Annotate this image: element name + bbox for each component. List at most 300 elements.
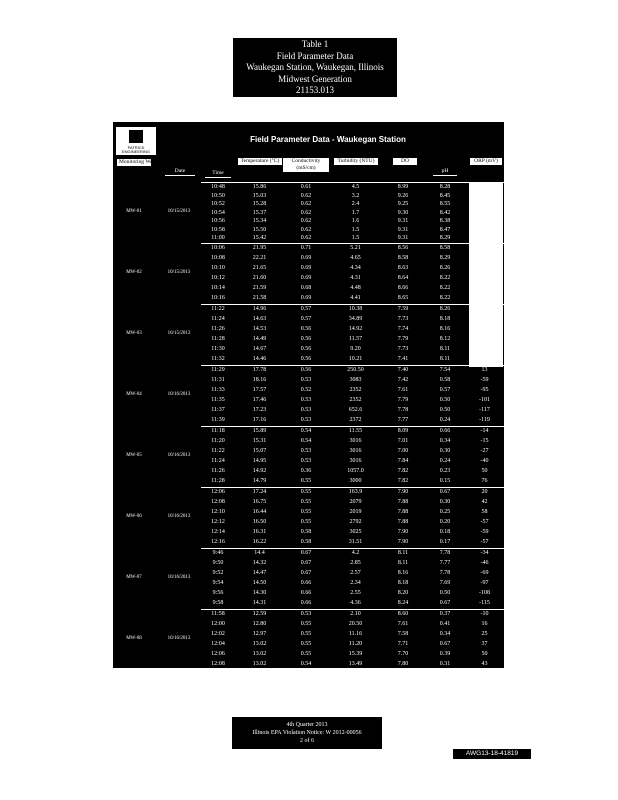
cell-turb: 4.34 xyxy=(350,265,361,271)
cell-ph: 8.22 xyxy=(439,295,451,301)
title-line-3: Waukegan Station, Waukegan, Illinois xyxy=(246,62,384,72)
cell-do: 7.88 xyxy=(397,519,409,525)
cell-ph: 0.20 xyxy=(439,519,451,525)
table-row xyxy=(113,345,504,354)
table-row xyxy=(113,549,504,558)
cell-time: 10:58 xyxy=(211,226,225,233)
table-row xyxy=(113,416,504,425)
cell-orp: -69 xyxy=(480,570,489,576)
cell-ph: 8.16 xyxy=(439,326,451,332)
cell-cond: 0.58 xyxy=(300,539,312,545)
table-row xyxy=(113,294,504,303)
cell-ph: 0.30 xyxy=(439,499,451,505)
cell-do: 8.63 xyxy=(397,265,409,271)
cell-cond: 0.53 xyxy=(300,417,312,423)
cell-cond: 0.57 xyxy=(300,306,312,312)
cell-ph: 7.78 xyxy=(439,570,451,576)
cell-ph: 0.41 xyxy=(439,621,451,627)
sample-date: 10/16/2013 xyxy=(167,453,191,458)
well-group xyxy=(113,609,504,670)
table-row xyxy=(113,217,504,226)
cell-do: 8.20 xyxy=(397,590,409,596)
table-row xyxy=(113,660,504,669)
cell-temp: 15.28 xyxy=(252,201,267,208)
table-row xyxy=(113,234,504,243)
cell-turb: 15.39 xyxy=(348,651,363,657)
table-row xyxy=(113,518,504,527)
cell-time: 11:24 xyxy=(211,458,225,464)
cell-temp: 15.03 xyxy=(252,192,267,199)
cell-orp: -117 xyxy=(479,407,490,413)
cell-time: 10:54 xyxy=(211,209,225,216)
cell-temp: 13.02 xyxy=(252,651,267,657)
cell-time: 11:20 xyxy=(211,438,225,444)
cell-ph: 7.77 xyxy=(439,560,451,566)
cell-turb: 14.92 xyxy=(348,326,363,332)
cell-temp: 15.89 xyxy=(252,428,267,434)
cell-turb: 2352 xyxy=(349,387,362,393)
cell-do: 9.25 xyxy=(397,201,409,208)
cell-cond: 0.54 xyxy=(300,428,312,434)
document-id-stamp: AWG13-18-41819 xyxy=(453,749,531,759)
cell-do: 7.82 xyxy=(397,468,409,474)
cell-cond: 0.54 xyxy=(300,438,312,444)
cell-do: 7.61 xyxy=(397,621,409,627)
cell-time: 12:12 xyxy=(211,519,225,525)
cell-time: 10:52 xyxy=(211,201,225,208)
cell-orp: 13 xyxy=(481,367,488,373)
cell-do: 8.11 xyxy=(397,560,409,566)
cell-do: 7.88 xyxy=(397,509,409,515)
cell-orp: 43 xyxy=(481,661,488,667)
monitoring-well-label: MW-05 xyxy=(126,453,142,458)
cell-time: 11:32 xyxy=(211,356,225,362)
cell-ph: 8.22 xyxy=(439,275,451,281)
cell-orp: 50 xyxy=(481,651,488,657)
cell-cond: 0.55 xyxy=(300,621,312,627)
table-row xyxy=(113,376,504,385)
cell-turb: 13.49 xyxy=(348,661,363,667)
cell-ph: 0.18 xyxy=(439,529,451,535)
cell-turb: 2.85 xyxy=(350,560,361,566)
table-title-block xyxy=(233,38,397,97)
cell-do: 8.65 xyxy=(397,295,409,301)
cell-cond: 0.62 xyxy=(300,201,312,208)
cell-cond: 0.69 xyxy=(300,295,312,301)
table-row xyxy=(113,274,504,283)
cell-ph: 8.38 xyxy=(439,218,451,225)
page-footer xyxy=(232,717,382,749)
well-group xyxy=(113,426,504,487)
cell-do: 8.66 xyxy=(397,285,409,291)
table-row xyxy=(113,355,504,364)
cell-time: 11:26 xyxy=(211,326,225,332)
cell-turb: 163.9 xyxy=(348,489,363,495)
cell-ph: 0.37 xyxy=(439,611,451,617)
cell-temp: 12.80 xyxy=(252,621,267,627)
cell-time: 12:10 xyxy=(211,509,225,515)
table-row xyxy=(113,183,504,192)
footer-page-number: 2 of 6 xyxy=(300,738,314,744)
cell-turb: 1.5 xyxy=(351,235,360,242)
cell-temp: 14.53 xyxy=(252,326,267,332)
cell-do: 7.82 xyxy=(397,478,409,484)
cell-ph: 8.26 xyxy=(439,306,451,312)
table-row xyxy=(113,559,504,568)
cell-temp: 15.42 xyxy=(252,235,267,242)
cell-temp: 22.21 xyxy=(252,255,267,261)
cell-time: 11:33 xyxy=(211,387,225,393)
cell-do: 8.64 xyxy=(397,275,409,281)
cell-turb: 2079 xyxy=(349,499,362,505)
title-line-4: Midwest Generation xyxy=(278,73,352,84)
table-row xyxy=(113,508,504,517)
cell-turb: 11.57 xyxy=(348,336,363,342)
cell-cond: 0.66 xyxy=(300,600,312,606)
cell-cond: 0.58 xyxy=(300,529,312,535)
cell-ph: 0.66 xyxy=(439,428,451,434)
cell-temp: 16.75 xyxy=(252,499,267,505)
cell-turb: 11.55 xyxy=(348,428,363,434)
cell-temp: 17.57 xyxy=(252,387,267,393)
cell-cond: 0.56 xyxy=(300,336,312,342)
cell-time: 9:52 xyxy=(212,570,224,576)
cell-turb: 4.2 xyxy=(351,550,360,556)
sample-date: 10/16/2013 xyxy=(167,575,191,580)
table-row xyxy=(113,620,504,629)
cell-do: 7.80 xyxy=(397,661,409,667)
cell-do: 7.78 xyxy=(397,407,409,413)
cell-time: 9:46 xyxy=(212,550,224,556)
cell-do: 8.09 xyxy=(397,428,409,434)
cell-ph: 0.31 xyxy=(439,661,451,667)
cell-temp: 16.44 xyxy=(252,509,267,515)
cell-time: 11:28 xyxy=(211,336,225,342)
cell-cond: 0.69 xyxy=(300,265,312,271)
cell-temp: 17.46 xyxy=(252,397,267,403)
well-group xyxy=(113,365,504,426)
cell-cond: 0.55 xyxy=(300,489,312,495)
cell-temp: 16.22 xyxy=(252,539,267,545)
cell-time: 12:06 xyxy=(211,489,225,495)
cell-temp: 16.31 xyxy=(252,529,267,535)
table-row xyxy=(113,192,504,201)
cell-cond: 0.66 xyxy=(300,590,312,596)
cell-do: 7.79 xyxy=(397,397,409,403)
cell-ph: 0.67 xyxy=(439,641,451,647)
cell-time: 12:00 xyxy=(211,621,225,627)
cell-time: 11:35 xyxy=(211,397,225,403)
cell-orp: -59 xyxy=(480,377,489,383)
cell-orp: -57 xyxy=(480,519,489,525)
cell-ph: 8.12 xyxy=(439,336,451,342)
cell-time: 9:56 xyxy=(212,590,224,596)
well-group xyxy=(113,548,504,609)
footer-violation-notice: Illinois EPA Violation Notice: W 2012-00056 xyxy=(252,730,362,736)
cell-turb: 2372 xyxy=(349,417,362,423)
cell-cond: 0.53 xyxy=(300,407,312,413)
table-row xyxy=(113,406,504,415)
cell-do: 7.84 xyxy=(397,458,409,464)
cell-turb: 2.34 xyxy=(350,580,361,586)
table-row xyxy=(113,254,504,263)
cell-cond: 0.53 xyxy=(300,448,312,454)
cell-do: 7.00 xyxy=(397,448,409,454)
col-header-time: Time xyxy=(205,170,231,178)
cell-cond: 0.67 xyxy=(300,560,312,566)
cell-time: 12:16 xyxy=(211,539,225,545)
cell-turb: 2.57 xyxy=(350,570,361,576)
cell-orp: -119 xyxy=(479,417,490,423)
cell-temp: 21.58 xyxy=(252,295,267,301)
cell-orp: -15 xyxy=(480,438,489,444)
sample-date: 10/16/2013 xyxy=(167,392,191,397)
cell-temp: 15.31 xyxy=(252,438,267,444)
cell-ph: 8.28 xyxy=(439,184,451,190)
cell-do: 7.77 xyxy=(397,417,409,423)
cell-turb: 2792 xyxy=(349,519,362,525)
cell-temp: 14.4 xyxy=(254,550,265,556)
cell-cond: 0.66 xyxy=(300,580,312,586)
cell-temp: 14.67 xyxy=(252,346,267,352)
cell-turb: 2.10 xyxy=(350,611,361,617)
cell-cond: 0.67 xyxy=(300,570,312,576)
cell-time: 10:12 xyxy=(211,275,225,281)
cell-do: 7.73 xyxy=(397,316,409,322)
cell-do: 7.71 xyxy=(397,641,409,647)
table-row xyxy=(113,396,504,405)
cell-ph: 0.50 xyxy=(439,590,451,596)
cell-cond: 0.69 xyxy=(300,275,312,281)
cell-orp: -101 xyxy=(479,397,490,403)
cell-temp: 17.23 xyxy=(252,407,267,413)
cell-time: 10:16 xyxy=(211,295,225,301)
table-row xyxy=(113,209,504,218)
cell-ph: 7.69 xyxy=(439,580,451,586)
cell-temp: 17.16 xyxy=(252,417,267,423)
cell-turb: 4.36 xyxy=(350,600,361,606)
cell-ph: 8.42 xyxy=(439,209,451,216)
col-header-ph: pH xyxy=(433,168,457,176)
company-logo xyxy=(116,127,156,155)
cell-ph: 0.50 xyxy=(439,397,451,403)
cell-temp: 14.30 xyxy=(252,590,267,596)
cell-do: 8.16 xyxy=(397,570,409,576)
well-group xyxy=(113,304,504,365)
cell-turb: 1.6 xyxy=(351,218,360,225)
cell-cond: 0.55 xyxy=(300,651,312,657)
cell-cond: 0.61 xyxy=(300,184,312,190)
cell-cond: 0.52 xyxy=(300,387,312,393)
cell-turb: 2019 xyxy=(349,509,362,515)
table-row xyxy=(113,589,504,598)
cell-temp: 14.49 xyxy=(252,336,267,342)
cell-time: 12:02 xyxy=(211,631,225,637)
cell-ph: 0.50 xyxy=(439,407,451,413)
sample-date: 10/16/2013 xyxy=(167,636,191,641)
cell-do: 7.58 xyxy=(397,631,409,637)
cell-cond: 0.62 xyxy=(300,226,312,233)
cell-ph: 0.23 xyxy=(439,468,451,474)
cell-do: 8.24 xyxy=(397,600,409,606)
cell-temp: 17.78 xyxy=(252,367,267,373)
cell-cond: 0.53 xyxy=(300,458,312,464)
cell-time: 11:58 xyxy=(211,611,225,617)
cell-do: 7.01 xyxy=(397,438,409,444)
cell-ph: 8.26 xyxy=(439,265,451,271)
cell-turb: 3016 xyxy=(349,448,362,454)
cell-temp: 14.79 xyxy=(252,478,267,484)
cell-orp: 25 xyxy=(481,631,488,637)
cell-do: 7.61 xyxy=(397,387,409,393)
cell-ph: 8.55 xyxy=(439,201,451,208)
cell-do: 8.99 xyxy=(397,184,409,190)
sample-date: 10/15/2013 xyxy=(167,331,191,336)
cell-time: 9:58 xyxy=(212,600,224,606)
cell-time: 12:08 xyxy=(211,499,225,505)
cell-ph: 0.67 xyxy=(439,600,451,606)
orp-blank-region xyxy=(469,183,503,367)
cell-do: 7.79 xyxy=(397,336,409,342)
cell-ph: 8.29 xyxy=(439,255,451,261)
cell-do: 9.31 xyxy=(397,235,409,242)
cell-do: 9.30 xyxy=(397,209,409,216)
cell-cond: 0.55 xyxy=(300,509,312,515)
cell-ph: 0.34 xyxy=(439,438,451,444)
cell-turb: 1.5 xyxy=(351,226,360,233)
cell-do: 8.60 xyxy=(397,611,409,617)
cell-do: 7.88 xyxy=(397,499,409,505)
cell-cond: 0.67 xyxy=(300,550,312,556)
cell-temp: 14.46 xyxy=(252,356,267,362)
cell-turb: 3016 xyxy=(349,458,362,464)
cell-time: 11:39 xyxy=(211,417,225,423)
cell-ph: 8.18 xyxy=(439,316,451,322)
cell-time: 10:50 xyxy=(211,192,225,199)
table-row xyxy=(113,569,504,578)
cell-ph: 0.24 xyxy=(439,458,451,464)
cell-temp: 21.60 xyxy=(252,275,267,281)
cell-time: 12:08 xyxy=(211,661,225,667)
col-header-turbidity: Turbidity (NTU) xyxy=(334,158,378,165)
cell-cond: 0.71 xyxy=(300,245,312,251)
col-header-date: Date xyxy=(165,168,195,176)
cell-orp: -40 xyxy=(480,458,489,464)
sample-date: 10/15/2013 xyxy=(167,270,191,275)
cell-orp: -57 xyxy=(480,539,489,545)
cell-orp: -34 xyxy=(480,550,489,556)
cell-orp: 20 xyxy=(481,489,488,495)
cell-time: 9:54 xyxy=(212,580,224,586)
cell-orp: -108 xyxy=(479,590,490,596)
cell-orp: -59 xyxy=(480,529,489,535)
cell-temp: 21.59 xyxy=(252,285,267,291)
cell-turb: 4.48 xyxy=(350,285,361,291)
cell-orp: 37 xyxy=(481,641,488,647)
table-row xyxy=(113,386,504,395)
title-line-2: Field Parameter Data xyxy=(276,50,354,61)
monitoring-well-label: MW-06 xyxy=(126,514,142,519)
cell-do: 9.31 xyxy=(397,218,409,225)
cell-temp: 14.63 xyxy=(252,316,267,322)
cell-time: 12:14 xyxy=(211,529,225,535)
cell-temp: 12.97 xyxy=(252,631,267,637)
cell-time: 11:22 xyxy=(211,306,225,312)
col-header-well: Monitoring Well xyxy=(119,159,156,165)
col-header-orp: ORP (mV) xyxy=(470,158,502,165)
table-row xyxy=(113,610,504,619)
monitoring-well-label: MW-07 xyxy=(126,575,142,580)
cell-ph: 0.30 xyxy=(439,448,451,454)
cell-temp: 12.59 xyxy=(252,611,267,617)
cell-ph: 8.11 xyxy=(439,356,451,362)
cell-time: 11:28 xyxy=(211,478,225,484)
cell-temp: 14.32 xyxy=(252,560,267,566)
cell-temp: 18.16 xyxy=(252,377,267,383)
cell-temp: 17.24 xyxy=(252,489,267,495)
cell-ph: 0.39 xyxy=(439,651,451,657)
cell-ph: 0.34 xyxy=(439,631,451,637)
table-row xyxy=(113,528,504,537)
cell-cond: 0.55 xyxy=(300,499,312,505)
cell-turb: 652.6 xyxy=(348,407,363,413)
cell-do: 7.73 xyxy=(397,346,409,352)
cell-ph: 7.54 xyxy=(439,367,451,373)
cell-cond: 0.69 xyxy=(300,255,312,261)
cell-time: 11:37 xyxy=(211,407,225,413)
table-row xyxy=(113,264,504,273)
cell-do: 8.11 xyxy=(397,550,409,556)
cell-temp: 16.50 xyxy=(252,519,267,525)
col-header-conductivity: Conductivity (mS/cm) xyxy=(283,158,329,172)
cell-turb: 1057.0 xyxy=(347,468,364,474)
cell-cond: 0.55 xyxy=(300,478,312,484)
cell-ph: 0.15 xyxy=(439,478,451,484)
cell-cond: 0.62 xyxy=(300,209,312,216)
table-row xyxy=(113,599,504,608)
cell-time: 10:06 xyxy=(211,245,225,251)
cell-orp: -97 xyxy=(480,580,489,586)
cell-temp: 15.07 xyxy=(252,448,267,454)
cell-do: 7.70 xyxy=(397,651,409,657)
cell-time: 11:18 xyxy=(211,428,225,434)
cell-time: 10:48 xyxy=(211,184,225,190)
cell-temp: 21.95 xyxy=(252,245,267,251)
cell-do: 8.58 xyxy=(397,255,409,261)
cell-ph: 8.11 xyxy=(439,346,451,352)
sample-date: 10/15/2013 xyxy=(167,209,191,214)
cell-ph: 8.58 xyxy=(439,245,451,251)
table-row xyxy=(113,488,504,497)
cell-cond: 0.54 xyxy=(300,661,312,667)
cell-ph: 0.24 xyxy=(439,417,451,423)
cell-temp: 14.92 xyxy=(252,468,267,474)
cell-turb: 3025 xyxy=(349,529,362,535)
cell-temp: 13.02 xyxy=(252,661,267,667)
cell-do: 7.90 xyxy=(397,489,409,495)
cell-cond: 0.56 xyxy=(300,346,312,352)
cell-cond: 0.62 xyxy=(300,192,312,199)
logo-text: PATRICK ENGINEERING xyxy=(121,145,150,154)
title-line-5: 21153.013 xyxy=(296,85,334,95)
table-row xyxy=(113,284,504,293)
col-header-do: DO xyxy=(393,158,417,165)
monitoring-well-label: MW-08 xyxy=(126,636,142,641)
cell-ph: 8.22 xyxy=(439,285,451,291)
footer-quarter: 4th Quarter 2013 xyxy=(286,722,328,728)
cell-turb: 1.7 xyxy=(351,209,360,216)
cell-temp: 14.95 xyxy=(252,458,267,464)
